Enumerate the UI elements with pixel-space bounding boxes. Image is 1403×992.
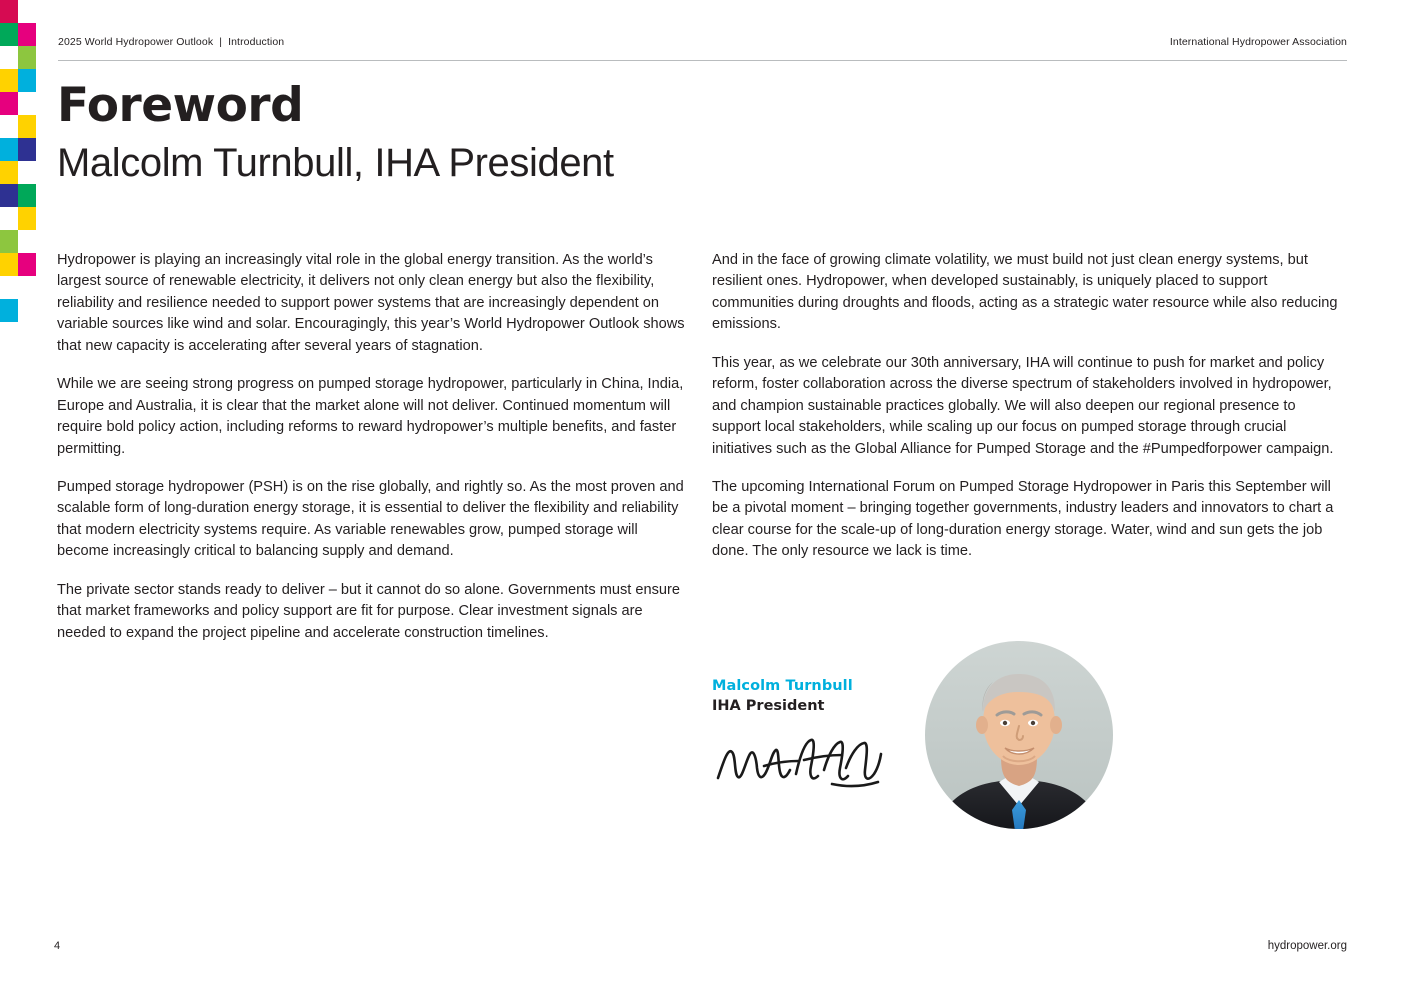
avatar — [925, 630, 1113, 840]
header-section-name: Introduction — [228, 36, 285, 48]
website-link[interactable]: hydropower.org — [1267, 940, 1347, 952]
page-title: Foreword — [57, 78, 304, 133]
color-strip-cell — [18, 184, 36, 207]
color-strip-cell — [18, 207, 36, 230]
header-separator: | — [219, 36, 223, 48]
color-strip-cell — [0, 138, 18, 161]
signatory-role: IHA President — [712, 698, 825, 714]
header-breadcrumb — [58, 36, 284, 48]
handwritten-signature-icon — [712, 730, 887, 800]
paragraph: The upcoming International Forum on Pumped Storage Hydropower in Paris this September will be a pivotal moment – bringing together governments, industry leaders and innovators to chart a clear course for the scale-up of long-duration energy storage. Water, wind and sun gets the job done. The only resource we lack is time. — [712, 478, 1334, 560]
body-column-left — [57, 250, 689, 661]
color-strip-cell — [0, 92, 18, 115]
color-strip-cell — [0, 230, 18, 253]
paragraph: This year, as we celebrate our 30th anniversary, IHA will continue to push for market and policy reform, foster collaboration across the diverse spectrum of stakeholders involved in hydropower, and champion sustainable practices globally. We will also deepen our regional presence to support local stakeholders, while scaling up our focus on pumped storage through crucial initiatives such as the Global Alliance for Pumped Storage and the #Pumpedforpower campaign. — [712, 354, 1334, 457]
paragraph: The private sector stands ready to deliver – but it cannot do so alone. Governments must ensure that market frameworks and policy support are fit for purpose. Clear investment signals are needed to expand the project pipeline and accelerate construction timelines. — [57, 581, 680, 641]
decorative-color-strip — [0, 0, 36, 345]
color-strip-cell — [0, 184, 18, 207]
header-organisation: International Hydropower Association — [1169, 36, 1347, 48]
color-strip-cell — [0, 69, 18, 92]
title-block — [57, 78, 957, 185]
color-strip-cell — [18, 23, 36, 46]
color-strip-cell — [18, 253, 36, 276]
page-header — [58, 36, 1347, 61]
header-publication-title: 2025 World Hydropower Outlook — [58, 36, 214, 48]
page-footer — [54, 940, 1347, 952]
color-strip-cell — [0, 23, 18, 46]
color-strip-cell — [18, 115, 36, 138]
page-subtitle: Malcolm Turnbull, IHA President — [57, 141, 614, 185]
color-strip-cell — [18, 46, 36, 69]
paragraph: Pumped storage hydropower (PSH) is on the rise globally, and rightly so. As the most proven and scalable form of long-duration energy storage, it is essential to deliver the flexibility and reliability that modern electricity systems require. As variable renewables grow, pumped storage will become increasingly critical to balancing supply and demand. — [57, 478, 684, 560]
color-strip-cell — [18, 69, 36, 92]
body-column-right — [712, 250, 1344, 580]
color-strip-cell — [0, 299, 18, 322]
page-number: 4 — [54, 940, 61, 952]
signatory-name: Malcolm Turnbull — [712, 678, 853, 694]
color-strip-cell — [0, 253, 18, 276]
paragraph: And in the face of growing climate volatility, we must build not just clean energy systems, but resilient ones. Hydropower, when developed sustainably, is uniquely placed to support communities during droughts and floods, acting as a strategic water resource while also reducing emissions. — [712, 252, 1338, 333]
paragraph: Hydropower is playing an increasingly vital role in the global energy transition. As the world’s largest source of renewable electricity, it delivers not only clean energy but also the flexibility, reliability and resilience needed to support power systems that are increasingly dependent on variable sources like wind and solar. Encouragingly, this year’s World Hydropower Outlook shows that new capacity is accelerating after several years of stagnation. — [57, 252, 685, 354]
article-body — [57, 250, 1347, 890]
color-strip-cell — [0, 161, 18, 184]
color-strip-cell — [0, 0, 18, 23]
color-strip-cell — [18, 138, 36, 161]
paragraph: While we are seeing strong progress on pumped storage hydropower, particularly in China, India, Europe and Australia, it is clear that the market alone will not deliver. Continued momentum will require bold policy action, including reforms to reward hydropower’s multiple benefits, and faster permitting. — [57, 376, 684, 457]
